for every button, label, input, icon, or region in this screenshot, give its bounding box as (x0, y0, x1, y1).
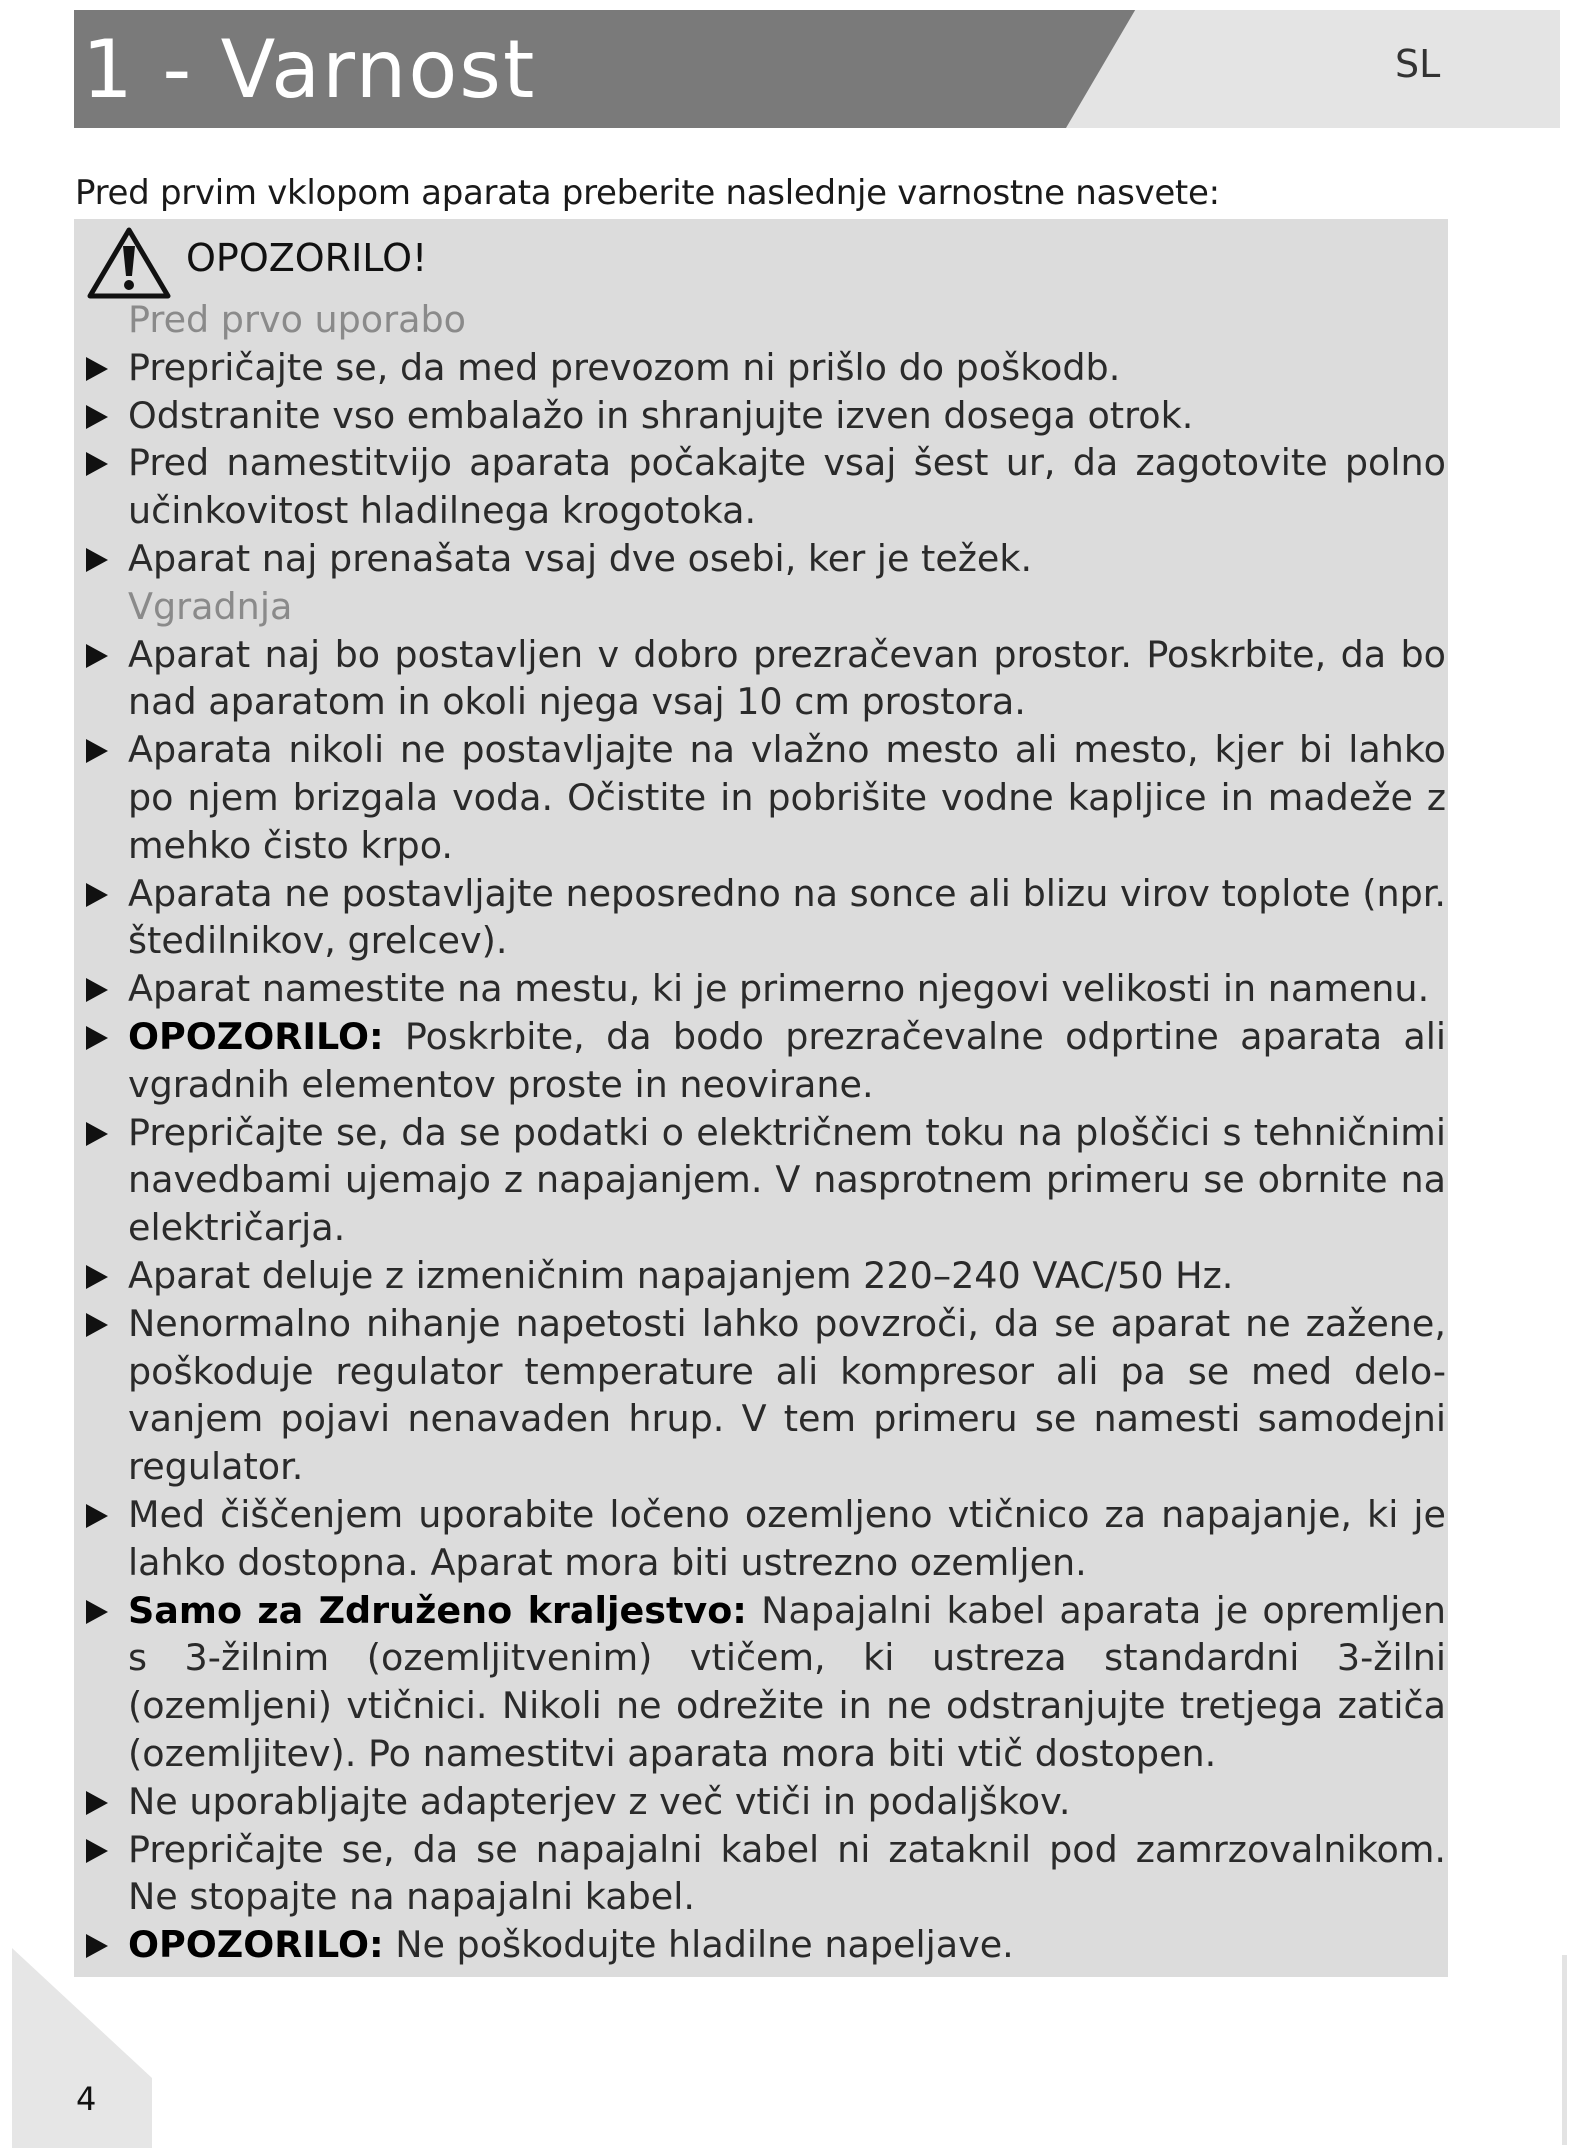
item-text: Aparat namestite na mestu, ki je primerno njegovi velikosti in namenu. (128, 967, 1430, 1011)
item-text: Aparat naj bo postavljen v dobro prezračevan prostor. Poskrbite, da bo nad aparatom in okoli njega vsaj 10 cm prostora. (128, 632, 1446, 724)
list-item (74, 535, 1448, 583)
language-code: SL (1395, 42, 1441, 86)
list-item (74, 631, 1448, 727)
bullet-triangle-icon (86, 1839, 108, 1863)
list-item (74, 1826, 1448, 1922)
warning-content (74, 296, 1448, 1969)
list-item (74, 1921, 1448, 1969)
bullet-triangle-icon (86, 452, 108, 476)
bullet-triangle-icon (86, 1504, 108, 1528)
list-item (74, 1587, 1448, 1778)
item-text: Prepričajte se, da se napajalni kabel ni zataknil pod zamrzovalnikom. Ne stopajte na napajalni kabel. (128, 1827, 1446, 1919)
bullet-triangle-icon (86, 883, 108, 907)
section-heading: Pred prvo uporabo (128, 298, 467, 341)
page-corner-decoration (12, 1948, 152, 2148)
page-edge-rule (1562, 1955, 1567, 2145)
item-text: Pred namestitvijo aparata počakajte vsaj šest ur, da zagotovite polno učinkovitost hladilnega krogotoka. (128, 441, 1446, 533)
warning-heading: OPOZORILO! (186, 236, 428, 280)
header-bar-right (1066, 10, 1560, 128)
item-text: Ne poškodujte hladilne napeljave. (395, 1923, 1014, 1967)
item-lead-label: OPOZORILO: (128, 1923, 384, 1967)
list-item (74, 1013, 1448, 1109)
item-lead-label: OPOZORILO: (128, 1014, 384, 1058)
item-lead-label: Samo za Združeno kraljestvo: (128, 1588, 747, 1632)
item-text: Aparata nikoli ne postavljajte na vlažno mesto ali mesto, kjer bi lahko po njem brizgala voda. Očistite in pobrišite vodne kapljice in madeže z mehko čisto krpo. (128, 728, 1446, 867)
list-item (74, 439, 1448, 535)
list-item (74, 965, 1448, 1013)
bullet-triangle-icon (86, 1122, 108, 1146)
bullet-triangle-icon (86, 978, 108, 1002)
item-text: Ne uporabljajte adapterjev z več vtiči in podaljškov. (128, 1779, 1071, 1823)
intro-text: Pred prvim vklopom aparata preberite naslednje varnostne nasvete: (75, 173, 1220, 213)
list-item (74, 870, 1448, 966)
item-text: Odstranite vso embalažo in shranjujte izven dosega otrok. (128, 393, 1194, 437)
bullet-triangle-icon (86, 644, 108, 668)
list-item (74, 344, 1448, 392)
bullet-triangle-icon (86, 1265, 108, 1289)
item-text: Napajalni kabel aparata je opremljen s 3-žilnim (ozemljitvenim) vtičem, ki ustreza standardni 3-žilni (ozemljeni) vtičnici. Nikoli ne odrežite in ne odstranjujte tretjega zatiča (ozemljitev). Po namestitvi aparata mora biti vtič dostopen. (128, 1588, 1447, 1775)
item-text: Nenormalno nihanje napetosti lahko povzroči, da se aparat ne zažene, poškoduje regulator temperature ali kompresor ali pa se med delo-vanjem pojavi nenavaden hrup. V tem primeru se namesti samodejni regulator. (128, 1301, 1446, 1489)
chapter-title: 1 - Varnost (82, 23, 537, 116)
item-text: Poskrbite, da bodo prezračevalne odprtine aparata ali vgradnih elementov proste in neovirane. (128, 1014, 1447, 1106)
item-text: Prepričajte se, da med prevozom ni prišlo do poškodb. (128, 345, 1121, 389)
list-item (74, 392, 1448, 440)
item-text: Aparat deluje z izmeničnim napajanjem 220–240 VAC/50 Hz. (128, 1253, 1234, 1297)
bullet-triangle-icon (86, 548, 108, 572)
bullet-triangle-icon (86, 357, 108, 381)
bullet-triangle-icon (86, 739, 108, 763)
section-heading: Vgradnja (128, 584, 293, 628)
bullet-triangle-icon (86, 1600, 108, 1624)
bullet-triangle-icon (86, 405, 108, 429)
list-item (74, 1491, 1448, 1587)
item-text: Prepričajte se, da se podatki o električnem toku na ploščici s tehničnimi navedbami ujemajo z napajanjem. V nasprotnem primeru se obrnite na električarja. (128, 1110, 1446, 1250)
item-text: Med čiščenjem uporabite ločeno ozemljeno vtičnico za napajanje, ki je lahko dostopna. Aparat mora biti ustrezno ozemljen. (128, 1492, 1446, 1584)
list-item (74, 1300, 1448, 1491)
warning-triangle-icon (86, 226, 172, 300)
bullet-triangle-icon (86, 1791, 108, 1815)
item-text: Aparat naj prenašata vsaj dve osebi, ker je težek. (128, 536, 1033, 580)
page-number: 4 (76, 2080, 97, 2118)
bullet-triangle-icon (86, 1934, 108, 1958)
item-text: Aparata ne postavljajte neposredno na sonce ali blizu virov toplote (npr. štedilnikov, grelcev). (128, 871, 1446, 963)
list-item (74, 1109, 1448, 1252)
list-item (74, 1252, 1448, 1300)
list-item (74, 726, 1448, 869)
bullet-triangle-icon (86, 1313, 108, 1337)
list-item (74, 1778, 1448, 1826)
bullet-triangle-icon (86, 1026, 108, 1050)
